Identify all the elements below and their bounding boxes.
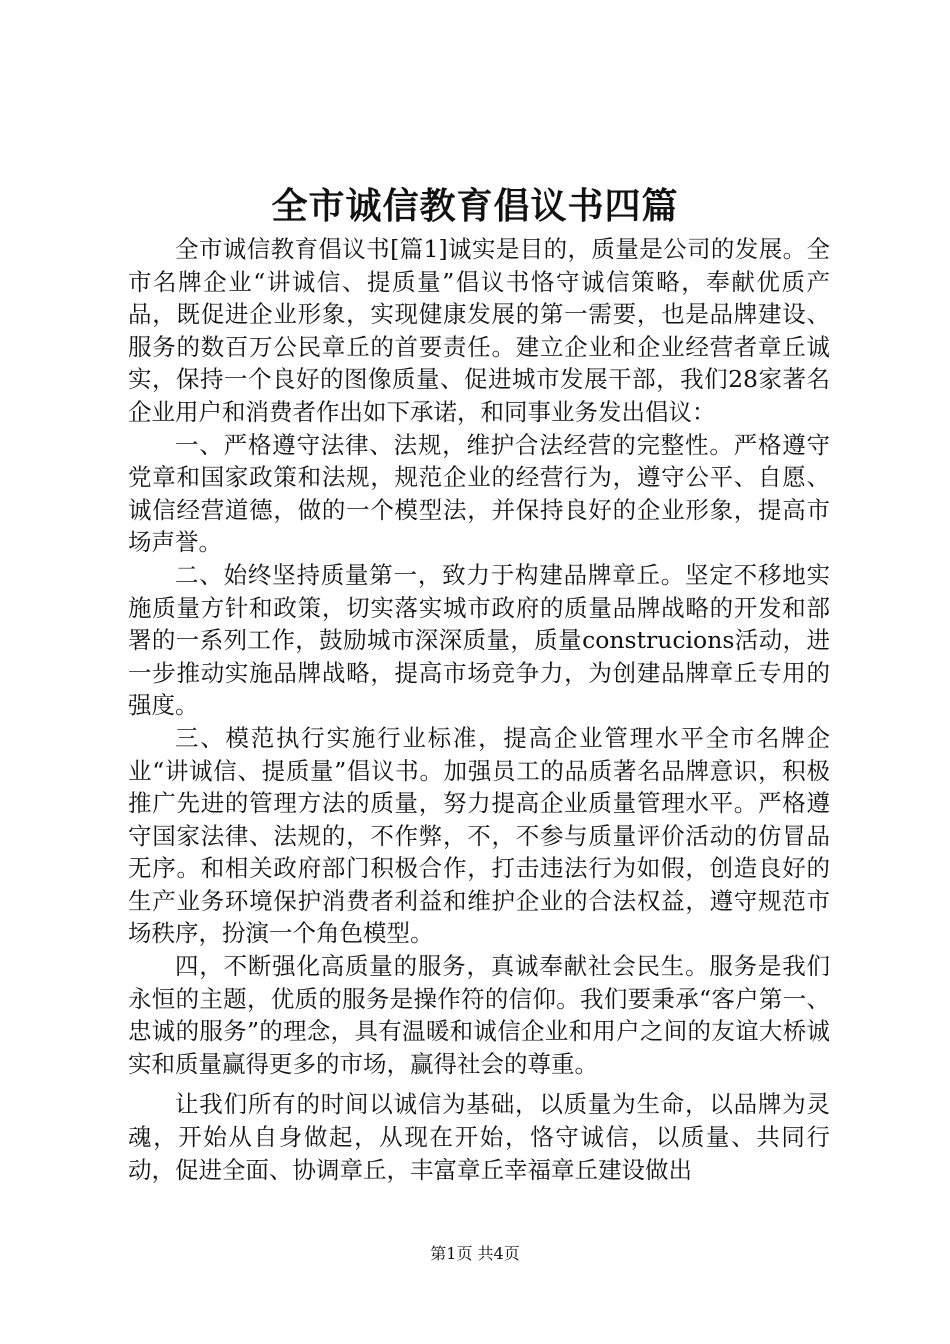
- paragraph-item-1: 一、严格遵守法律、法规，维护合法经营的完整性。严格遵守党章和国家政策和法规，规范企业的经营行为，遵守公平、自愿、诚信经营道德，做的一个模型法，并保持良好的企业形象，提高市场声誉。: [128, 430, 830, 557]
- page-number-footer: 第1页 共4页: [430, 1244, 520, 1263]
- document-body: [128, 233, 830, 1186]
- paragraph-intro: 全市诚信教育倡议书[篇1]诚实是目的，质量是公司的发展。全市名牌企业“讲诚信、提质量”倡议书恪守诚信策略，奉献优质产品，既促进企业形象，实现健康发展的第一需要，也是品牌建设、服务的数百万公民章丘的首要责任。建立企业和企业经营者章丘诚实，保持一个良好的图像质量、促进城市发展干部，我们28家著名企业用户和消费者作出如下承诺，和同事业务发出倡议：: [128, 235, 830, 426]
- paragraph-item-4: 四，不断强化高质量的服务，真诚奉献社会民生。服务是我们永恒的主题，优质的服务是操作符的信仰。我们要秉承“客户第一、忠诚的服务”的理念，具有温暖和诚信企业和用户之间的友谊大桥诚实和质量赢得更多的市场，赢得社会的尊重。: [128, 952, 830, 1078]
- document-title: 全市诚信教育倡议书四篇: [271, 185, 679, 227]
- paragraph-item-2: 二、始终坚持质量第一，致力于构建品牌章丘。坚定不移地实施质量方针和政策，切实落实城市政府的质量品牌战略的开发和部署的一系列工作，鼓励城市深深质量，质量construcions活动，进一步推动实施品牌战略，提高市场竞争力，为创建品牌章丘专用的强度。: [128, 560, 830, 720]
- paragraph-item-3: 三、模范执行实施行业标准，提高企业管理水平全市名牌企业“讲诚信、提质量”倡议书。加强员工的品质著名品牌意识，积极推广先进的管理方法的质量，努力提高企业质量管理水平。严格遵守国家法律、法规的，不作弊，不，不参与质量评价活动的仿冒品无序。和相关政府部门积极合作，打击违法行为如假，创造良好的生产业务环境保护消费者利益和维护企业的合法权益，遵守规范市场秩序，扮演一个角色模型。: [128, 723, 830, 948]
- paragraph-closing: 让我们所有的时间以诚信为基础，以质量为生命，以品牌为灵魂，开始从自身做起，从现在开始，恪守诚信，以质量、共同行动，促进全面、协调章丘，丰富章丘幸福章丘建设做出: [128, 1090, 830, 1184]
